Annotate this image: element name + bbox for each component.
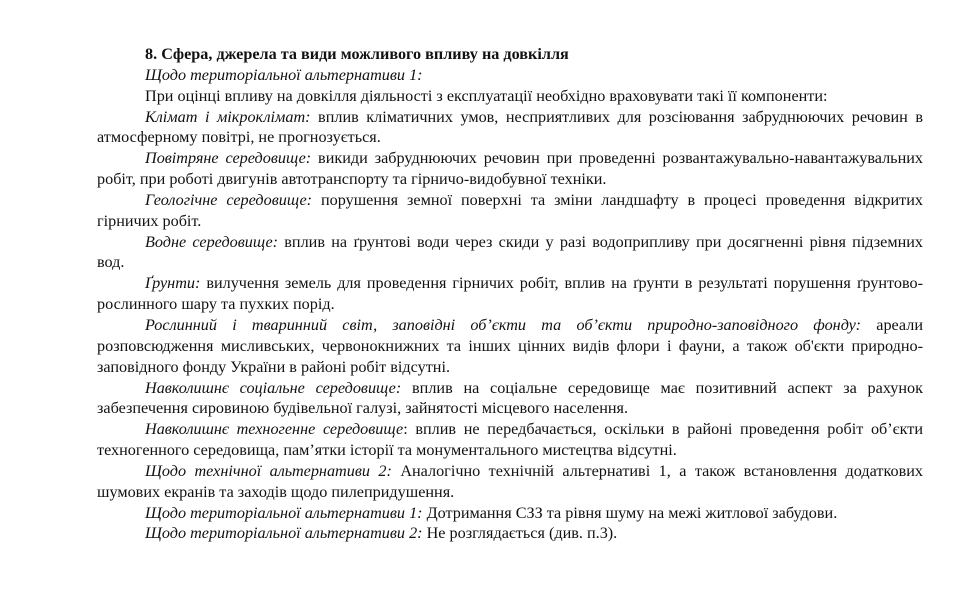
paragraph-label: Ґрунти: [145,274,201,293]
paragraph-water [97,232,923,274]
document-page [97,44,923,544]
paragraph-label: Геологічне середовище: [145,190,313,209]
paragraph-geology [97,190,923,232]
paragraph-label: Повітряне середовище: [145,149,312,168]
paragraph-label: Навколишнє техногенне середовище [145,420,404,439]
paragraph-social [97,378,923,420]
paragraph-text: викиди забруднюючих речовин при проведенні розвантажувально-навантажувальних робіт, при роботі двигунів автотранспорту та гірничо-видобувної техніки. [97,149,923,189]
territorial-alternative-1-label: Щодо територіальної альтернативи 1: [145,65,423,84]
paragraph-climate [97,107,923,149]
paragraph-text: порушення земної поверхні та зміни ландшафту в процесі проведення відкритих гірничих робіт. [97,190,924,230]
paragraph-label: Щодо технічної альтернативи 2: [145,461,392,480]
paragraph-text: : вплив не передбачається, оскільки в районі проведення робіт об’єкти техногенного середовища, пам’ятки історії та монументального мистецтва відсутні. [97,420,923,460]
paragraph-territorial-alt-2 [97,523,923,544]
paragraph-technical-alt-2 [97,461,923,503]
paragraph-label: Щодо територіальної альтернативи 2: [145,524,423,543]
paragraph-label: Щодо територіальної альтернативи 1: [145,503,423,522]
paragraph-label: Навколишнє соціальне середовище: [145,378,402,397]
paragraph-text: ареали розповсюдження мисливських, червонокнижних та інших цінних видів флори і фауни, а також об'єкти природно-заповідного фонду України в районі робіт відсутні. [97,315,923,376]
paragraph-text: Дотримання СЗЗ та рівня шуму на межі житлової забудови. [422,503,838,522]
paragraph-technogenic [97,419,923,461]
intro-paragraph: При оцінці впливу на довкілля діяльності з експлуатації необхідно враховувати такі її компоненти: [145,86,828,105]
section-heading: 8. Сфера, джерела та види можливого впливу на довкілля [145,45,569,63]
paragraph-label: Рослинний і тваринний світ, заповідні об’єкти та об’єкти природно-заповідного фонду: [145,315,862,334]
paragraph-text: вплив кліматичних умов, несприятливих для розсіювання забруднюючих речовин в атмосферному повітрі, не прогнозується. [97,107,923,147]
paragraph-air [97,148,923,190]
paragraph-text: вплив на ґрунтові води через скиди у разі водоприпливу при досягненні рівня підземних вод. [97,232,923,272]
paragraph-text: Аналогічно технічній альтернативі 1, а також встановлення додаткових шумових екранів та заходів щодо пилепридушення. [97,461,923,501]
paragraph-label: Клімат і мікроклімат: [145,107,311,126]
paragraph-territorial-alt-1 [97,503,923,524]
paragraph-text: вплив на соціальне середовище має позитивний аспект за рахунок забезпечення сировиною будівельної галузі, зайнятості місцевого населення. [97,378,924,418]
paragraph-text: вилучення земель для проведення гірничих робіт, вплив на ґрунти в результаті порушення ґрунтово-рослинного шару та пухких порід. [97,274,923,314]
paragraph-text: Не розглядається (див. п.3). [422,524,618,543]
paragraph-soils [97,273,923,315]
paragraph-flora-fauna [97,315,923,378]
paragraph-label: Водне середовище: [145,232,279,251]
